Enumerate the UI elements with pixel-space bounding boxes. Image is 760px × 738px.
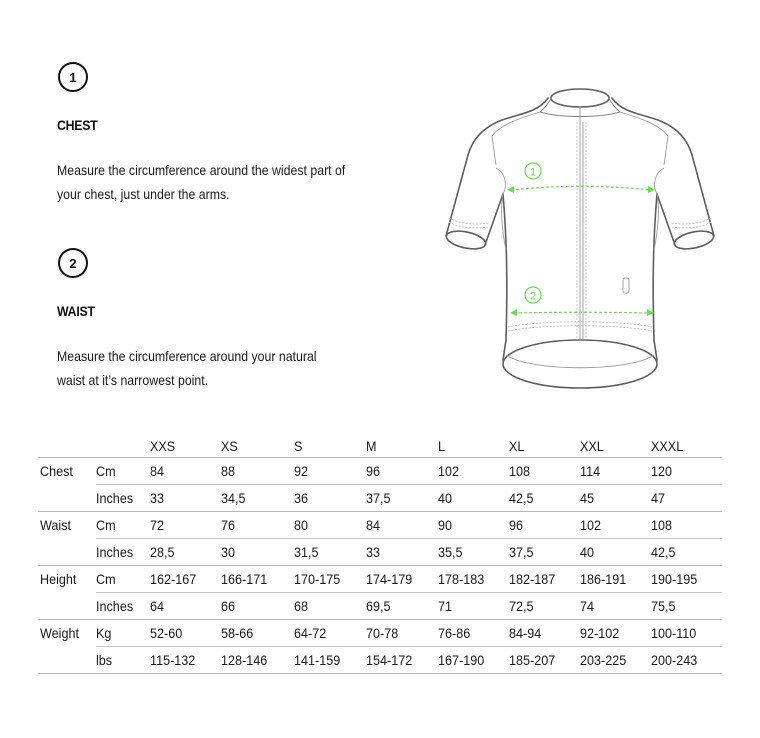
- size-header: L: [438, 438, 446, 454]
- size-value: 115-132: [150, 652, 196, 668]
- step-number-1-icon: [58, 62, 88, 92]
- size-value: 84: [150, 463, 165, 479]
- size-value: 64-72: [294, 625, 327, 641]
- table-row: [38, 539, 722, 566]
- size-value: 37,5: [509, 544, 534, 560]
- step-number-2: 2: [69, 255, 77, 271]
- unit-label: Inches: [96, 598, 134, 614]
- size-value: 28,5: [150, 544, 175, 560]
- size-value: 185-207: [509, 652, 556, 668]
- waist-description-line-1: Measure the circumference around your natural: [57, 348, 317, 364]
- size-value: 108: [651, 517, 673, 533]
- divider: [38, 673, 722, 674]
- size-value: 114: [580, 463, 601, 479]
- size-value: 190-195: [651, 571, 698, 587]
- size-value: 74: [580, 598, 595, 614]
- unit-label: lbs: [96, 652, 113, 668]
- table-row: [38, 512, 722, 539]
- jersey-illustration: [440, 86, 720, 396]
- size-header: XXXL: [651, 438, 684, 454]
- chest-description: [57, 158, 391, 206]
- size-value: 37,5: [366, 490, 391, 506]
- size-header: S: [294, 438, 303, 454]
- waist-description: [57, 344, 391, 392]
- waist-measure-marker: [510, 287, 654, 316]
- size-value: 90: [438, 517, 453, 533]
- size-value: 58-66: [221, 625, 254, 641]
- size-value: 33: [150, 490, 165, 506]
- size-value: 102: [438, 463, 460, 479]
- size-value: 178-183: [438, 571, 485, 587]
- size-value: 182-187: [509, 571, 556, 587]
- size-value: 40: [438, 490, 453, 506]
- size-value: 84-94: [509, 625, 542, 641]
- size-value: 42,5: [509, 490, 534, 506]
- size-value: 84: [366, 517, 381, 533]
- svg-text:2: 2: [529, 290, 537, 303]
- size-value: 75,5: [651, 598, 676, 614]
- size-value: 76: [221, 517, 236, 533]
- size-value: 71: [438, 598, 453, 614]
- size-value: 100-110: [651, 625, 697, 641]
- size-value: 64: [150, 598, 165, 614]
- size-value: 102: [580, 517, 602, 533]
- table-row: [38, 458, 722, 485]
- size-value: 120: [651, 463, 673, 479]
- size-header: M: [366, 438, 377, 454]
- size-value: 31,5: [294, 544, 319, 560]
- chest-measure-marker: [507, 163, 655, 193]
- waist-heading: WAIST: [57, 303, 95, 319]
- unit-label: Inches: [96, 544, 134, 560]
- size-value: 96: [366, 463, 381, 479]
- size-value: 108: [509, 463, 531, 479]
- size-value: 68: [294, 598, 309, 614]
- table-row: [38, 647, 722, 674]
- size-value: 162-167: [150, 571, 197, 587]
- size-value: 30: [221, 544, 236, 560]
- size-value: 36: [294, 490, 309, 506]
- table-row: [38, 620, 722, 647]
- unit-label: Cm: [96, 571, 116, 587]
- size-value: 33: [366, 544, 381, 560]
- chest-description-line-2: your chest, just under the arms.: [57, 186, 230, 202]
- size-value: 66: [221, 598, 236, 614]
- size-value: 128-146: [221, 652, 268, 668]
- size-value: 203-225: [580, 652, 627, 668]
- size-value: 34,5: [221, 490, 246, 506]
- size-value: 170-175: [294, 571, 341, 587]
- size-value: 167-190: [438, 652, 485, 668]
- waist-description-line-2: waist at it’s narrowest point.: [57, 372, 209, 388]
- size-value: 72,5: [509, 598, 534, 614]
- size-value: 92: [294, 463, 309, 479]
- unit-label: Kg: [96, 625, 112, 641]
- measurement-label: Weight: [40, 625, 79, 641]
- size-value: 200-243: [651, 652, 698, 668]
- unit-label: Inches: [96, 490, 134, 506]
- step-number-1: 1: [69, 69, 77, 85]
- size-value: 45: [580, 490, 595, 506]
- size-value: 72: [150, 517, 165, 533]
- size-header: XL: [509, 438, 525, 454]
- size-header: XXS: [150, 438, 176, 454]
- table-header-row: [38, 434, 722, 458]
- step-number-2-icon: [58, 248, 88, 278]
- size-value: 47: [651, 490, 666, 506]
- size-value: 35,5: [438, 544, 463, 560]
- measurement-label: Chest: [40, 463, 73, 479]
- table-row: [38, 593, 722, 620]
- table-row: [38, 485, 722, 512]
- table-row: [38, 566, 722, 593]
- measurement-label: Height: [40, 571, 77, 587]
- svg-text:1: 1: [529, 166, 537, 179]
- size-value: 70-78: [366, 625, 399, 641]
- size-value: 186-191: [580, 571, 627, 587]
- size-value: 96: [509, 517, 524, 533]
- unit-label: Cm: [96, 463, 116, 479]
- size-value: 80: [294, 517, 309, 533]
- size-header: XXL: [580, 438, 604, 454]
- measurement-label: Waist: [40, 517, 72, 533]
- size-header: XS: [221, 438, 238, 454]
- size-value: 92-102: [580, 625, 620, 641]
- size-value: 174-179: [366, 571, 413, 587]
- chest-heading: CHEST: [57, 117, 98, 133]
- unit-label: Cm: [96, 517, 116, 533]
- size-value: 88: [221, 463, 236, 479]
- size-value: 52-60: [150, 625, 183, 641]
- size-value: 76-86: [438, 625, 471, 641]
- chest-description-line-1: Measure the circumference around the widest part of: [57, 162, 346, 178]
- size-value: 154-172: [366, 652, 413, 668]
- size-value: 141-159: [294, 652, 341, 668]
- size-chart-table: [38, 434, 722, 674]
- size-value: 166-171: [221, 571, 268, 587]
- size-value: 69,5: [366, 598, 391, 614]
- size-value: 42,5: [651, 544, 676, 560]
- size-value: 40: [580, 544, 595, 560]
